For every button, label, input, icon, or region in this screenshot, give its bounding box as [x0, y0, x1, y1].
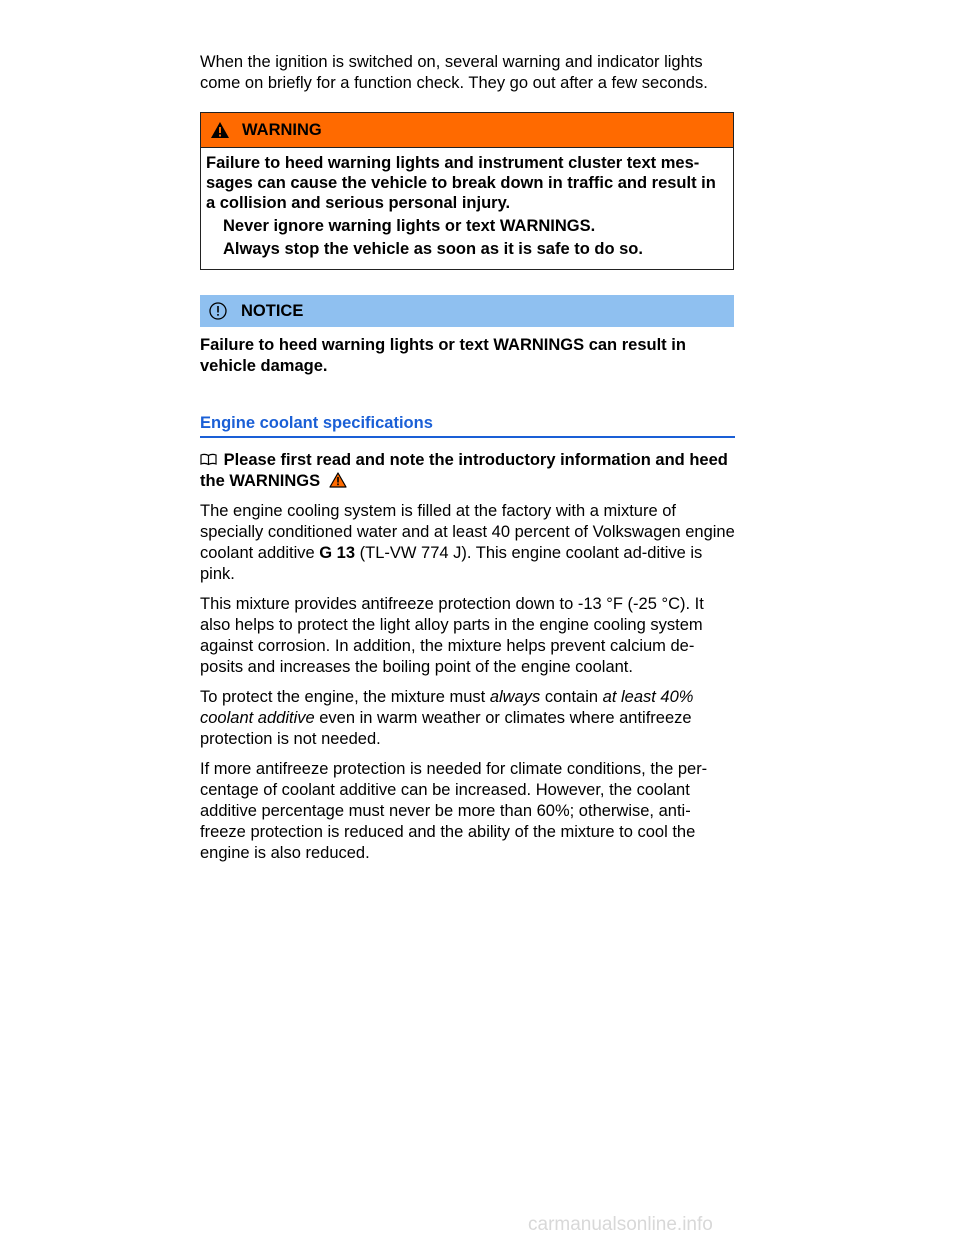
notice-exclamation-icon: [209, 302, 227, 320]
warning-triangle-icon: [210, 121, 230, 139]
watermark: carmanualsonline.info: [528, 1214, 713, 1235]
antifreeze-paragraph: This mixture provides antifreeze protection down to -13 °F (-25 °C). It also helps to protect the light alloy parts in the engine cooling system against corrosion. In addition, the mixture helps prevent calcium de-posits and increases the boiling point of the engine coolant.: [200, 595, 704, 676]
warning-text: Failure to heed warning lights and instrument cluster text mes-sages can cause the vehicle to break down in traffic and result in a collision and serious personal injury.: [206, 154, 716, 212]
warning-triangle-icon: [329, 472, 347, 488]
warning-body: [201, 148, 733, 269]
notice-header: [200, 295, 734, 327]
section-heading: Engine coolant specifications: [200, 414, 735, 438]
page-content: [200, 52, 735, 873]
notice-text: Failure to heed warning lights or text WARNINGS can result in vehicle damage.: [200, 336, 686, 375]
protection-text: even in warm weather or climates where antifreeze protection is not needed.: [200, 709, 692, 748]
protection-text: To protect the engine, the mixture must: [200, 688, 490, 706]
intro-text: When the ignition is switched on, several warning and indicator lights come on briefly for a function check. They go out after a few seconds.: [200, 53, 708, 92]
emphasis-percentage: at least 40% coolant additive: [200, 688, 694, 727]
warning-box: [200, 112, 734, 270]
notice-title: NOTICE: [241, 301, 304, 320]
book-icon: [200, 451, 217, 464]
emphasis-always: always: [489, 688, 541, 706]
coolant-text: (TL-VW 774 J). This engine coolant ad-ditive is pink.: [200, 544, 703, 583]
read-note-text: Please first read and note the introductory information and heed the WARNINGS: [200, 451, 728, 490]
warning-header: [201, 113, 733, 148]
warning-item: Always stop the vehicle as soon as it is safe to do so.: [223, 240, 643, 258]
read-note: [200, 450, 735, 492]
warning-item: Never ignore warning lights or text WARNINGS.: [223, 217, 596, 235]
coolant-paragraph: [200, 501, 735, 585]
protection-text: contain: [540, 688, 603, 706]
protection-paragraph: [200, 687, 735, 750]
coolant-additive-code: G 13: [319, 544, 356, 562]
percentage-paragraph: If more antifreeze protection is needed for climate conditions, the per-centage of coolant additive can be increased. However, the coolant additive percentage must never be more than 60%; otherwise, anti-freeze protection is reduced and the ability of the mixture to cool the engine is also reduced.: [200, 760, 708, 862]
warning-title: WARNING: [242, 120, 322, 139]
coolant-text: The engine cooling system is filled at the factory with a mixture of specially conditioned water and at least 40 percent of Volkswagen engine coolant additive: [200, 502, 735, 562]
